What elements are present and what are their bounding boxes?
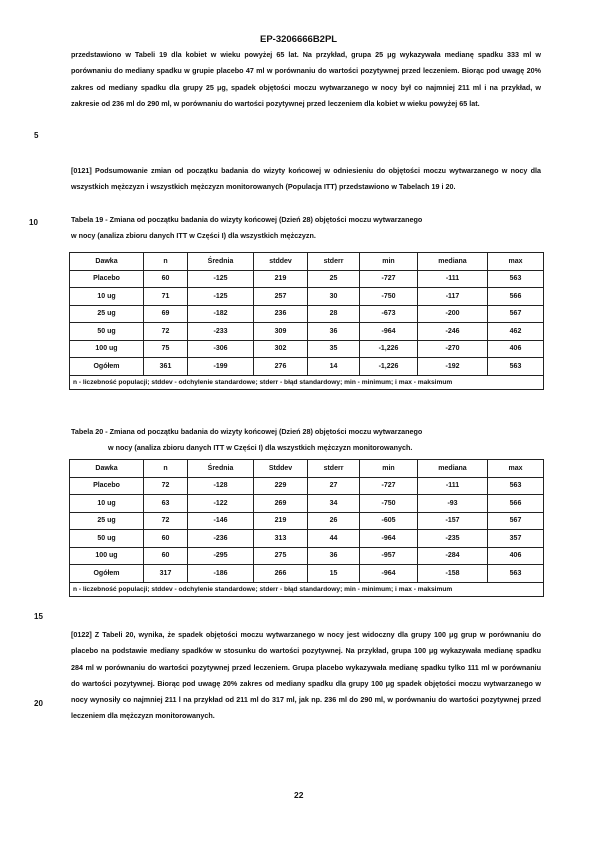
table-cell: 229	[254, 477, 308, 495]
header-cell: Średnia	[188, 253, 254, 271]
header-cell: min	[360, 460, 418, 478]
table-cell: -111	[418, 477, 488, 495]
table-cell: -182	[188, 305, 254, 323]
header-cell: max	[488, 460, 544, 478]
table-cell: 30	[308, 288, 360, 306]
table-cell: 14	[308, 358, 360, 376]
table-cell: Placebo	[70, 270, 144, 288]
table-row	[70, 270, 544, 288]
table-row	[70, 358, 544, 376]
table-cell: 28	[308, 305, 360, 323]
header-cell: Dawka	[70, 460, 144, 478]
table-cell: 406	[488, 340, 544, 358]
table-cell: 567	[488, 512, 544, 530]
table-cell: 25 ug	[70, 512, 144, 530]
table-cell: 317	[144, 565, 188, 583]
table-cell: 462	[488, 323, 544, 341]
table-cell: -727	[360, 270, 418, 288]
line-number-5: 5	[34, 131, 39, 140]
header-cell: stddev	[254, 253, 308, 271]
table-cell: -727	[360, 477, 418, 495]
table-cell: 266	[254, 565, 308, 583]
table-cell: 27	[308, 477, 360, 495]
table-20-footnote: n - liczebność populacji; stddev - odchylenie standardowe; stderr - błąd standardowy; min - minimum; i max - maksimum	[70, 582, 544, 596]
table-footnote-row	[70, 375, 544, 389]
table-cell: 276	[254, 358, 308, 376]
header-cell: Stddev	[254, 460, 308, 478]
table-cell: -964	[360, 530, 418, 548]
table-cell: -111	[418, 270, 488, 288]
table-cell: 50 ug	[70, 323, 144, 341]
table-cell: -117	[418, 288, 488, 306]
table-cell: 36	[308, 547, 360, 565]
table-cell: -284	[418, 547, 488, 565]
table-row	[70, 288, 544, 306]
table-cell: -1,226	[360, 340, 418, 358]
line-number-15: 15	[34, 612, 43, 621]
header-cell: max	[488, 253, 544, 271]
table-cell: 275	[254, 547, 308, 565]
table-cell: -306	[188, 340, 254, 358]
table-row	[70, 530, 544, 548]
header-cell: mediana	[418, 253, 488, 271]
table-cell: -295	[188, 547, 254, 565]
table-cell: -192	[418, 358, 488, 376]
table-row	[70, 495, 544, 513]
table-cell: -146	[188, 512, 254, 530]
table-cell: -128	[188, 477, 254, 495]
header-cell: n	[144, 253, 188, 271]
table-row	[70, 512, 544, 530]
table-cell: 72	[144, 477, 188, 495]
paragraph-continuation: przedstawiono w Tabeli 19 dla kobiet w wieku powyżej 65 lat. Na przykład, grupa 25 μg wykazywała medianę spadku 333 ml w porównaniu do mediany spadku w grupie placebo 47 ml w porównaniu do wartości pozytywnej przed leczeniem. Biorąc pod uwagę 20% zakres od mediany spadku dla grupy 25 μg, spadek objętości moczu wytwarzanego w nocy był co najmniej 211 ml i na przykład, w zakresie od 236 ml do 290 ml, w porównaniu do wartości pozytywnej przed leczeniem dla kobiet w wieku powyżej 65 lat.	[71, 50, 541, 108]
table-cell: 566	[488, 288, 544, 306]
table-cell: 25 ug	[70, 305, 144, 323]
table-row	[70, 547, 544, 565]
table-cell: -750	[360, 495, 418, 513]
header-cell: n	[144, 460, 188, 478]
table-cell: 36	[308, 323, 360, 341]
table-footnote-row	[70, 582, 544, 596]
table-cell: Ogółem	[70, 358, 144, 376]
table-cell: 100 ug	[70, 547, 144, 565]
table-19-footnote: n - liczebność populacji; stddev - odchylenie standardowe; stderr - błąd standardowy; min - minimum; i max - maksimum	[70, 375, 544, 389]
table-cell: 257	[254, 288, 308, 306]
table-cell: 236	[254, 305, 308, 323]
table-cell: -125	[188, 270, 254, 288]
header-cell: Dawka	[70, 253, 144, 271]
table-header-row	[70, 253, 544, 271]
table-cell: -199	[188, 358, 254, 376]
table-cell: -673	[360, 305, 418, 323]
table-cell: -233	[188, 323, 254, 341]
table-cell: Ogółem	[70, 565, 144, 583]
table-cell: 63	[144, 495, 188, 513]
patent-number: EP-3206666B2PL	[260, 34, 338, 45]
header-cell: stderr	[308, 253, 360, 271]
table-cell: -122	[188, 495, 254, 513]
table-cell: 567	[488, 305, 544, 323]
paragraph-0122: [0122] Z Tabeli 20, wynika, że spadek objętości moczu wytwarzanego w nocy jest widoczny dla grupy 100 μg grup w porównaniu do placebo na podstawie mediany spadków w stosunku do wartości pozytywnej. Na przykład, grupa 100 μg wykazywała medianę spadku 284 ml w porównaniu do wartości pozytywnej przed leczeniem. Grupa placebo wykazywała medianę spadku tylko 111 ml w porównaniu do wartości pozytywnej. Biorąc pod uwagę 20% zakres od mediany spadku dla grupy 100 μg spadek objętości moczu wytwarzanego w nocy wynosiły co najmniej 211 l na przykład od 211 ml do 317 ml, jak np. 236 ml do 290 ml, w porównaniu do wartości pozytywnej przed leczeniem dla mężczyzn monitorowanych.	[71, 630, 541, 721]
table-cell: -236	[188, 530, 254, 548]
table-cell: 563	[488, 358, 544, 376]
table-cell: -125	[188, 288, 254, 306]
table-cell: -1,226	[360, 358, 418, 376]
header-cell: min	[360, 253, 418, 271]
table-20-caption-line2: w nocy (analiza zbioru danych ITT w Części I) dla wszystkich mężczyzn monitorowanych.	[108, 442, 413, 452]
table-cell: 309	[254, 323, 308, 341]
table-cell: -246	[418, 323, 488, 341]
table-19-caption	[71, 212, 422, 243]
table-cell: 75	[144, 340, 188, 358]
table-cell: -186	[188, 565, 254, 583]
table-cell: 25	[308, 270, 360, 288]
table-cell: -93	[418, 495, 488, 513]
table-cell: -605	[360, 512, 418, 530]
table-cell: 100 ug	[70, 340, 144, 358]
table-cell: -158	[418, 565, 488, 583]
table-19-caption-line2: w nocy (analiza zbioru danych ITT w Części I) dla wszystkich mężczyzn.	[71, 230, 316, 240]
table-cell: 406	[488, 547, 544, 565]
table-cell: 361	[144, 358, 188, 376]
page-number: 22	[294, 790, 304, 800]
table-cell: 563	[488, 270, 544, 288]
table-cell: 26	[308, 512, 360, 530]
paragraph-0121: [0121] Podsumowanie zmian od początku badania do wizyty końcowej w odniesieniu do objętości moczu wytwarzanego w nocy dla wszystkich mężczyzn i wszystkich mężczyzn monitorowanych (Populacja ITT) przedstawiono w Tabelach 19 i 20.	[71, 166, 541, 192]
table-cell: 44	[308, 530, 360, 548]
table-20-caption-line1: Tabela 20 - Zmiana od początku badania do wizyty końcowej (Dzień 28) objętości moczu wytwarzanego	[71, 427, 423, 436]
table-cell: 72	[144, 512, 188, 530]
table-cell: 219	[254, 270, 308, 288]
table-cell: Placebo	[70, 477, 144, 495]
table-cell: -200	[418, 305, 488, 323]
table-cell: 566	[488, 495, 544, 513]
table-20	[69, 459, 544, 597]
table-cell: 219	[254, 512, 308, 530]
table-cell: 15	[308, 565, 360, 583]
table-cell: 71	[144, 288, 188, 306]
table-cell: 269	[254, 495, 308, 513]
table-cell: 10 ug	[70, 495, 144, 513]
table-cell: -964	[360, 565, 418, 583]
table-cell: -235	[418, 530, 488, 548]
table-cell: 69	[144, 305, 188, 323]
table-cell: 60	[144, 270, 188, 288]
table-header-row	[70, 460, 544, 478]
line-number-10: 10	[29, 218, 38, 227]
table-row	[70, 305, 544, 323]
table-cell: 60	[144, 547, 188, 565]
table-row	[70, 340, 544, 358]
table-row	[70, 565, 544, 583]
table-cell: 563	[488, 477, 544, 495]
table-cell: 35	[308, 340, 360, 358]
header-cell: stderr	[308, 460, 360, 478]
table-cell: -270	[418, 340, 488, 358]
table-cell: 60	[144, 530, 188, 548]
table-row	[70, 477, 544, 495]
table-20-caption	[71, 424, 422, 455]
table-cell: 357	[488, 530, 544, 548]
table-cell: -957	[360, 547, 418, 565]
table-row	[70, 323, 544, 341]
table-cell: 50 ug	[70, 530, 144, 548]
table-cell: 72	[144, 323, 188, 341]
table-cell: 563	[488, 565, 544, 583]
header-cell: Średnia	[188, 460, 254, 478]
table-cell: -964	[360, 323, 418, 341]
line-number-20: 20	[34, 699, 43, 708]
table-cell: 10 ug	[70, 288, 144, 306]
table-19	[69, 252, 544, 390]
table-cell: -157	[418, 512, 488, 530]
header-cell: mediana	[418, 460, 488, 478]
table-cell: 313	[254, 530, 308, 548]
table-cell: -750	[360, 288, 418, 306]
table-19-caption-line1: Tabela 19 - Zmiana od początku badania do wizyty końcowej (Dzień 28) objętości moczu wytwarzanego	[71, 215, 423, 224]
table-cell: 302	[254, 340, 308, 358]
table-cell: 34	[308, 495, 360, 513]
